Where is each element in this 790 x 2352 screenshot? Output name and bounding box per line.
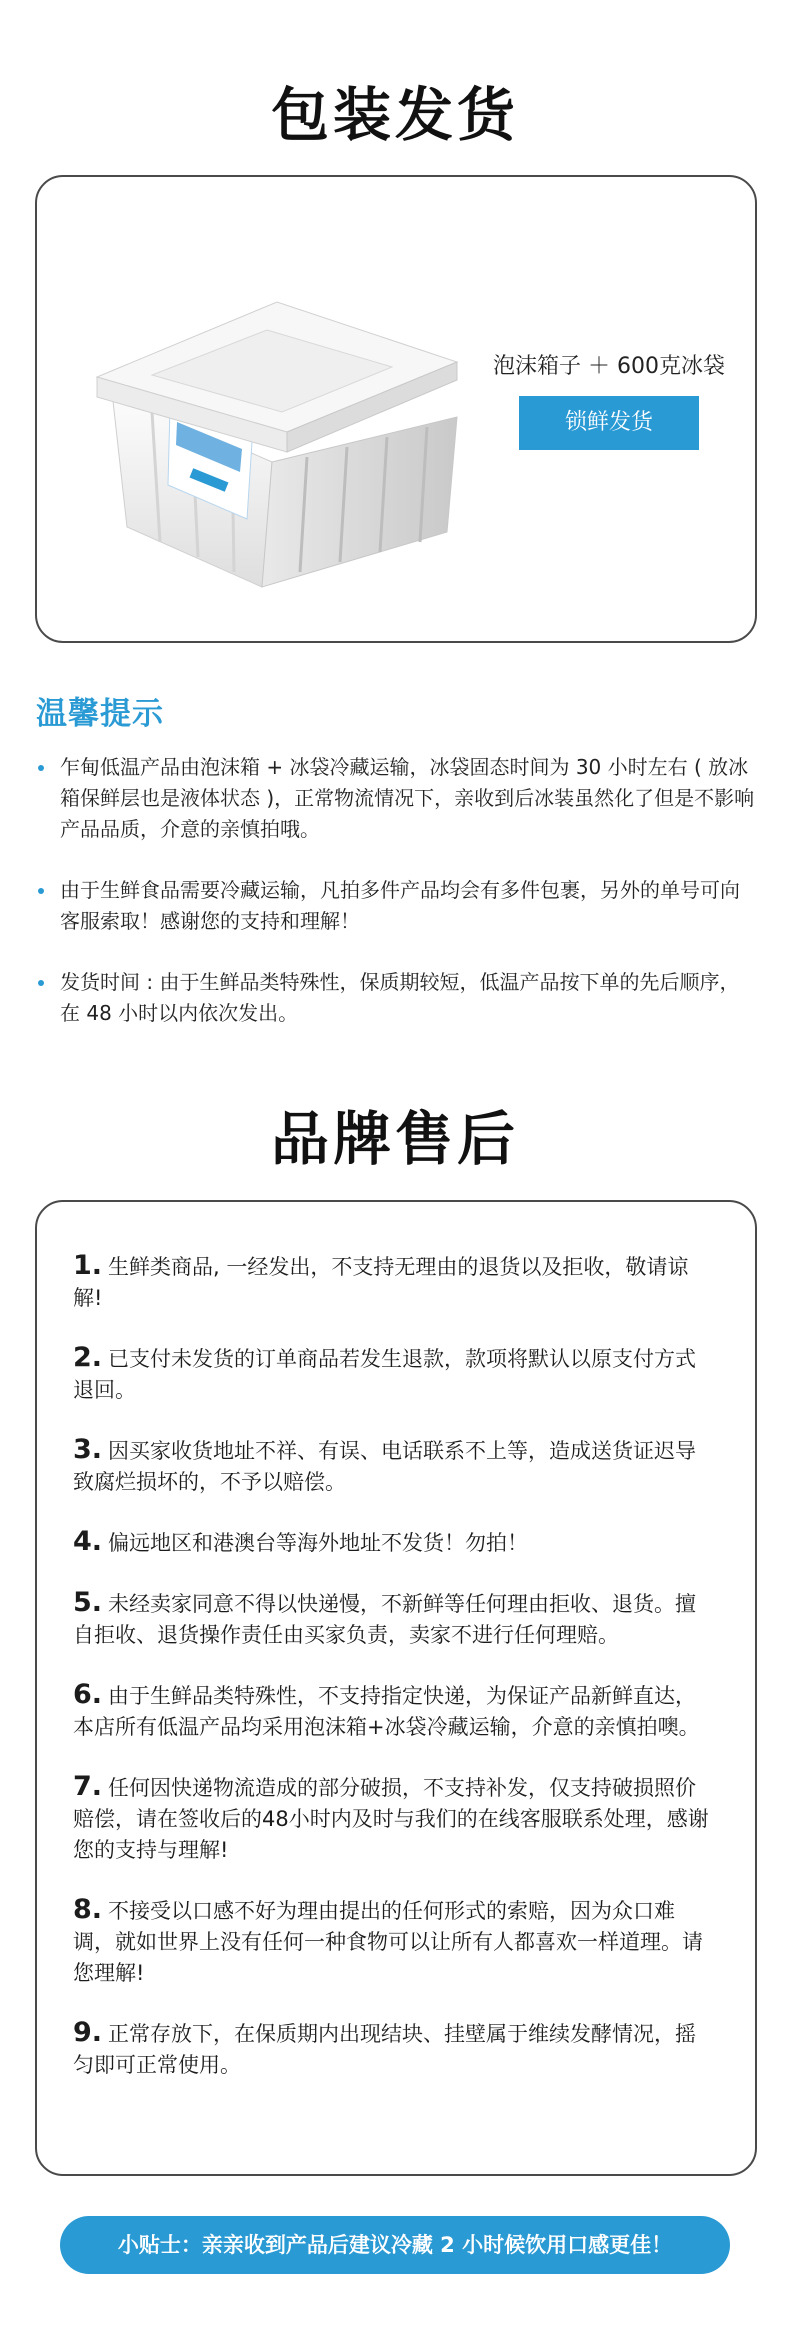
- after-sales-item: [73, 1342, 713, 1406]
- after-sales-card: [35, 1200, 757, 2176]
- bullet-dot-icon: [38, 888, 44, 894]
- tip-text: 发货时间 : 由于生鲜品类特殊性，保质期较短，低温产品按下单的先后顺序，在 48 小时以内依次发出。: [60, 970, 740, 1025]
- packaging-card: [35, 175, 757, 643]
- item-number: 7.: [73, 1771, 103, 1802]
- item-text: 不接受以口感不好为理由提出的任何形式的索赔，因为众口难调，就如世界上没有任何一种食物可以让所有人都喜欢一样道理。请您理解!: [73, 1899, 703, 1985]
- tips-heading: 温馨提示: [36, 696, 164, 732]
- packaging-info: [469, 349, 749, 450]
- after-sales-item: [73, 1587, 713, 1651]
- after-sales-item: [73, 1894, 713, 1989]
- item-number: 4.: [73, 1526, 103, 1557]
- item-text: 偏远地区和港澳台等海外地址不发货！勿拍！: [108, 1531, 529, 1555]
- item-number: 6.: [73, 1679, 103, 1710]
- item-text: 正常存放下，在保质期内出现结块、挂壁属于维续发酵情况，摇匀即可正常使用。: [73, 2022, 697, 2077]
- fresh-lock-shipping-button[interactable]: 锁鲜发货: [519, 396, 699, 450]
- tip-item: [36, 967, 758, 1029]
- item-number: 2.: [73, 1342, 103, 1373]
- item-text: 已支付未发货的订单商品若发生退款，款项将默认以原支付方式退回。: [73, 1347, 697, 1402]
- after-sales-item: [73, 1250, 713, 1314]
- bullet-dot-icon: [38, 765, 44, 771]
- after-sales-title: 品牌售后: [270, 1105, 519, 1173]
- tip-item: [36, 752, 758, 845]
- item-number: 5.: [73, 1587, 103, 1618]
- item-text: 任何因快递物流造成的部分破损，不支持补发，仅支持破损照价赔偿，请在签收后的48小时内及时与我们的在线客服联系处理，感谢您的支持与理解!: [73, 1776, 709, 1862]
- footer-tip-banner: 小贴士：亲亲收到产品后建议冷藏 2 小时候饮用口感更佳！: [60, 2216, 730, 2274]
- after-sales-item: [73, 1771, 713, 1866]
- item-number: 9.: [73, 2017, 103, 2048]
- item-number: 8.: [73, 1894, 103, 1925]
- packaging-label: 泡沫箱子 ＋ 600克冰袋: [493, 354, 725, 379]
- after-sales-item: [73, 1526, 713, 1559]
- tip-item: [36, 875, 758, 937]
- item-number: 3.: [73, 1434, 103, 1465]
- after-sales-item: [73, 2017, 713, 2081]
- item-text: 未经卖家同意不得以快递慢，不新鲜等任何理由拒收、退货。擅自拒收、退货操作责任由买家负责，卖家不进行任何理赔。: [73, 1592, 697, 1647]
- after-sales-item: [73, 1434, 713, 1498]
- tip-text: 乍甸低温产品由泡沫箱 + 冰袋冷藏运输，冰袋固态时间为 30 小时左右 ( 放冰箱保鲜层也是液体状态 )，正常物流情况下，亲收到后冰装虽然化了但是不影响产品品质，介意的亲慎拍哦。: [60, 755, 755, 841]
- tips-list: [36, 752, 758, 1059]
- packaging-title: 包装发货: [270, 81, 519, 149]
- after-sales-list: [73, 1250, 713, 2109]
- bullet-dot-icon: [38, 980, 44, 986]
- after-sales-item: [73, 1679, 713, 1743]
- item-text: 因买家收货地址不祥、有误、电话联系不上等，造成送货证迟导致腐烂损坏的，不予以赔偿。: [73, 1439, 697, 1494]
- item-number: 1.: [73, 1250, 103, 1281]
- item-text: 生鲜类商品, 一经发出，不支持无理由的退货以及拒收，敬请谅解!: [73, 1255, 689, 1310]
- foam-box-image: [82, 257, 482, 597]
- item-text: 由于生鲜品类特殊性，不支持指定快递，为保证产品新鲜直达，本店所有低温产品均采用泡沫箱+冰袋冷藏运输，介意的亲慎拍噢。: [73, 1684, 700, 1739]
- tip-text: 由于生鲜食品需要冷藏运输，凡拍多件产品均会有多件包裹，另外的单号可向客服索取！感谢您的支持和理解！: [60, 878, 740, 933]
